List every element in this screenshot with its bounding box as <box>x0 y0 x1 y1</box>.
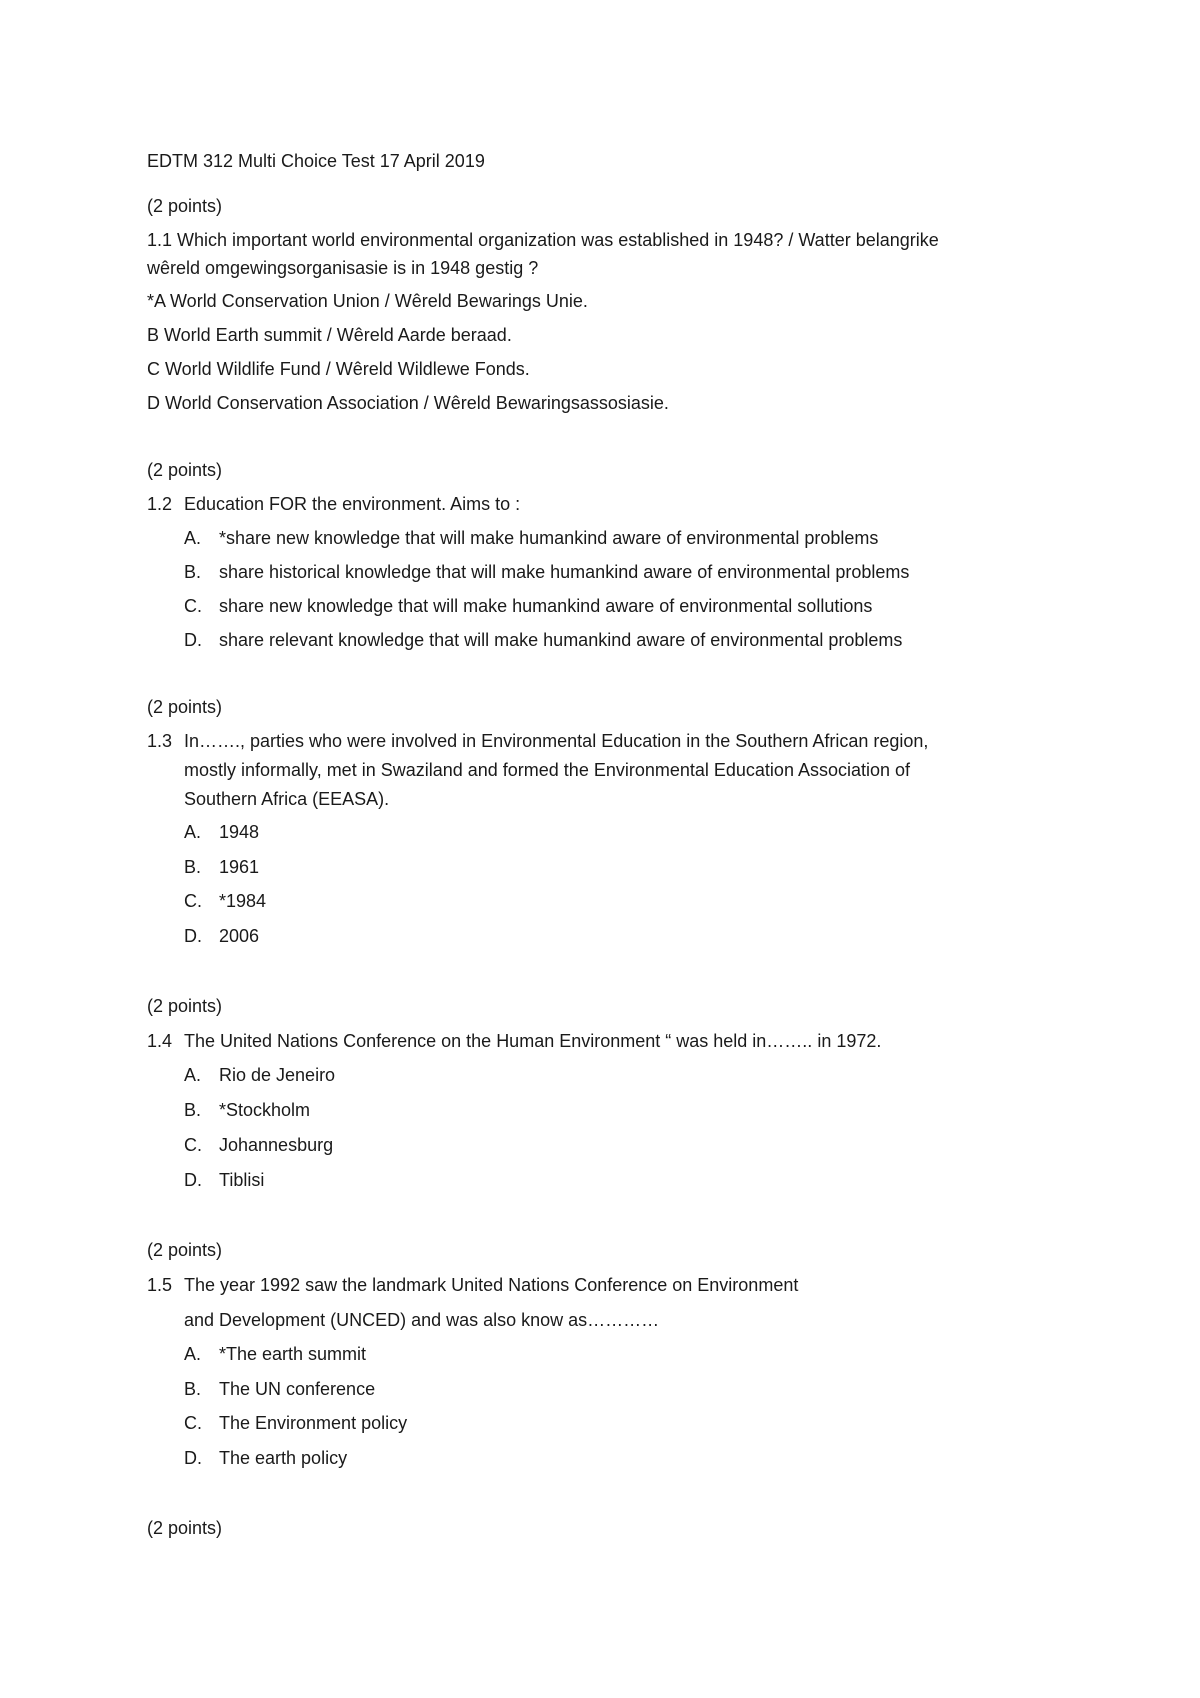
question-number: 1.2 <box>147 494 173 514</box>
option-text: The UN conference <box>219 1379 376 1399</box>
points-label: (2 points) <box>147 460 223 480</box>
option-text: 2006 <box>219 926 260 946</box>
question-text: 1.1 Which important world environmental organization was established in 1948? / Watter belangrike <box>147 230 939 250</box>
option-letter: D. <box>184 1170 202 1190</box>
option-text: *Stockholm <box>219 1100 311 1120</box>
option-text: *The earth summit <box>219 1344 367 1364</box>
question-text: The year 1992 saw the landmark United Nations Conference on Environment <box>184 1275 799 1295</box>
question-text: mostly informally, met in Swaziland and formed the Environmental Education Association of <box>184 760 911 780</box>
points-label: (2 points) <box>147 697 223 717</box>
option-text: share new knowledge that will make humankind aware of environmental sollutions <box>219 596 873 616</box>
question-number: 1.5 <box>147 1275 173 1295</box>
question-text: The United Nations Conference on the Human Environment “ was held in…….. in 1972. <box>184 1031 882 1051</box>
option-text: Tiblisi <box>219 1170 265 1190</box>
points-label: (2 points) <box>147 1518 223 1538</box>
question-text: and Development (UNCED) and was also know as………… <box>184 1310 660 1330</box>
question-text: Education FOR the environment. Aims to : <box>184 494 521 514</box>
option-letter: A. <box>184 822 202 842</box>
option-text: share relevant knowledge that will make humankind aware of environmental problems <box>219 630 903 650</box>
question-text: In……., parties who were involved in Environmental Education in the Southern African region, <box>184 731 929 751</box>
option-text: 1961 <box>219 857 260 877</box>
option-letter: D. <box>184 630 202 650</box>
option-letter: C. <box>184 1135 202 1155</box>
answer-option: D World Conservation Association / Wêreld Bewaringsassosiasie. <box>147 393 669 413</box>
option-text: The Environment policy <box>219 1413 408 1433</box>
option-letter: A. <box>184 528 202 548</box>
option-letter: B. <box>184 1100 202 1120</box>
answer-option: C World Wildlife Fund / Wêreld Wildlewe Fonds. <box>147 359 530 379</box>
option-text: share historical knowledge that will make humankind aware of environmental problems <box>219 562 910 582</box>
option-letter: D. <box>184 926 202 946</box>
question-text: Southern Africa (EEASA). <box>184 789 390 809</box>
question-text: wêreld omgewingsorganisasie is in 1948 gestig ? <box>147 258 539 278</box>
option-text: *share new knowledge that will make humankind aware of environmental problems <box>219 528 879 548</box>
question-number: 1.4 <box>147 1031 173 1051</box>
option-text: *1984 <box>219 891 267 911</box>
points-label: (2 points) <box>147 196 223 216</box>
option-text: 1948 <box>219 822 260 842</box>
option-letter: C. <box>184 1413 202 1433</box>
option-letter: B. <box>184 857 202 877</box>
points-label: (2 points) <box>147 996 223 1016</box>
option-text: Johannesburg <box>219 1135 334 1155</box>
option-letter: A. <box>184 1344 202 1364</box>
option-letter: C. <box>184 596 202 616</box>
answer-option: B World Earth summit / Wêreld Aarde beraad. <box>147 325 512 345</box>
option-letter: C. <box>184 891 202 911</box>
option-letter: D. <box>184 1448 202 1468</box>
document-title: EDTM 312 Multi Choice Test 17 April 2019 <box>147 151 485 171</box>
points-label: (2 points) <box>147 1240 223 1260</box>
option-letter: A. <box>184 1065 202 1085</box>
option-text: The earth policy <box>219 1448 348 1468</box>
option-letter: B. <box>184 562 202 582</box>
option-text: Rio de Jeneiro <box>219 1065 336 1085</box>
answer-option: *A World Conservation Union / Wêreld Bewarings Unie. <box>147 291 588 311</box>
option-letter: B. <box>184 1379 202 1399</box>
question-number: 1.3 <box>147 731 173 751</box>
